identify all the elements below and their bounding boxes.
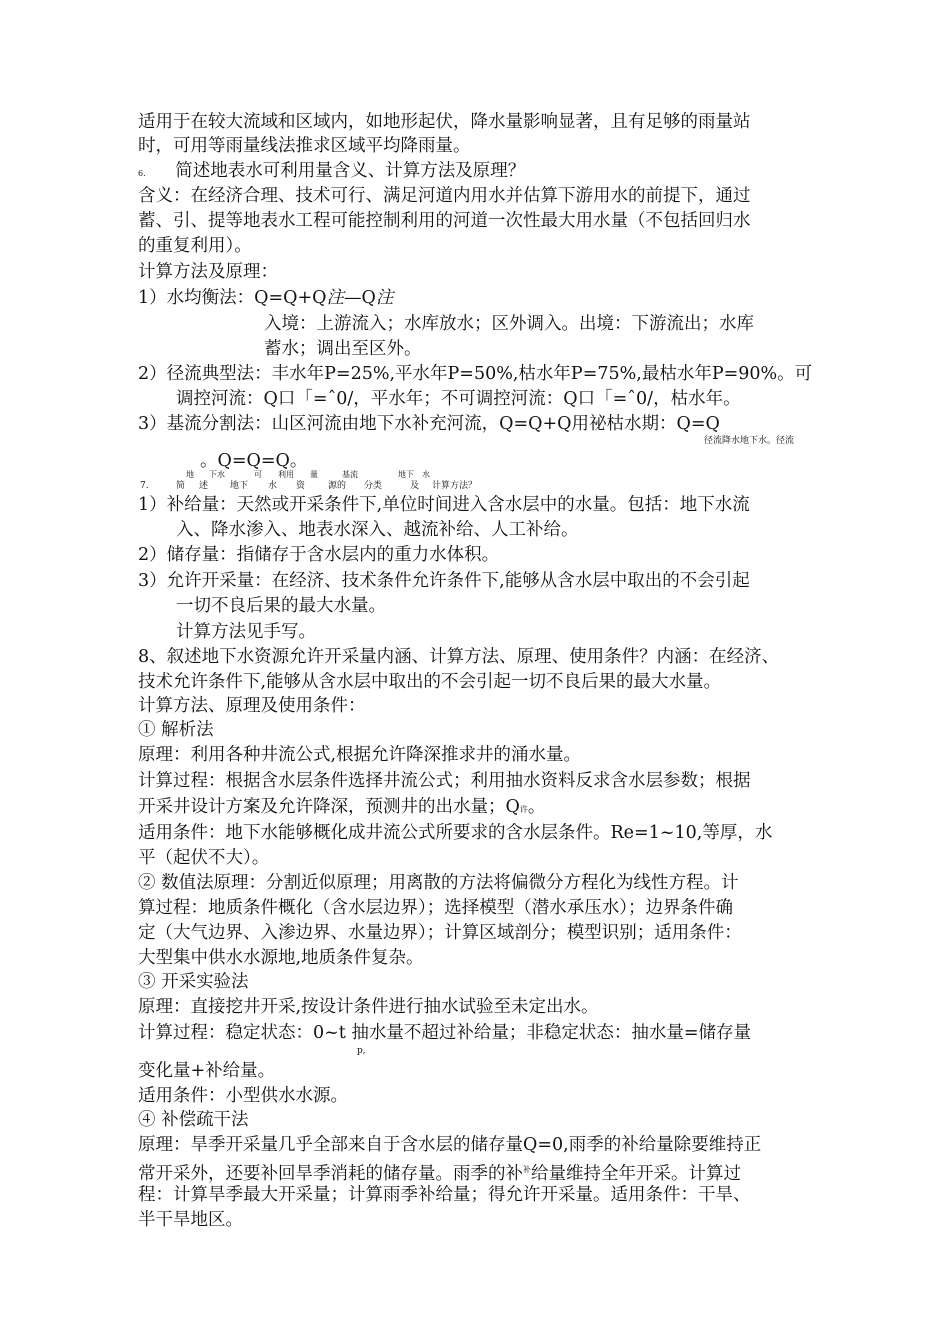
text-line: 的重复利用）。 (138, 236, 252, 256)
formula-text: 注 (326, 288, 345, 308)
text-line (138, 1158, 741, 1186)
text-line: 入、降水渗入、地表水深入、越流补给、人工补给。 (176, 520, 579, 540)
formula-text: —Q (344, 288, 376, 308)
heading-fragment: 源的 (328, 481, 347, 491)
question-text: 简述地表水可利用量含义、计算方法及原理？ (175, 161, 526, 181)
superscript-text: 可 (254, 470, 262, 479)
heading-fragment: 简 (176, 481, 186, 491)
superscript-text: 地下 (398, 470, 414, 479)
text-line: 计算方法、原理及使用条件： (138, 696, 366, 716)
superscript-text: 地 (186, 470, 194, 479)
text-fragment: 开采井设计方案及允许降深，预测井的出水量；Q (138, 797, 520, 817)
text-fragment: 给量维持全年开采。计算过 (531, 1164, 741, 1184)
text-line: 适用条件：地下水能够概化成井流公式所要求的含水层条件。Re=1~10,等厚，水 (138, 823, 773, 843)
text-line: 蓄、引、提等地表水工程可能控制利用的河道一次性最大用水量（不包括回归水 (138, 211, 751, 231)
heading-fragment: 地下 (230, 481, 249, 491)
formula-text: 注 (375, 288, 394, 308)
text-line: 平（起伏不大）。 (138, 848, 270, 868)
text-line: 3）基流分割法：山区河流由地下水补充河流，Q=Q+Q用祕枯水期：Q=Q (138, 414, 720, 434)
heading-fragment: 及 (410, 481, 420, 491)
question-number: 7. (140, 481, 149, 491)
text-line: 一切不良后果的最大水量。 (176, 596, 386, 616)
text-line: 程：计算旱季最大开采量；计算雨季补给量；得允许开采量。适用条件：干旱、 (138, 1185, 751, 1205)
text-line: 大型集中供水水源地,地质条件复杂。 (138, 948, 424, 968)
text-line: 入境：上游流入；水库放水；区外调入。出境：下游流出；水库 (264, 314, 754, 334)
text-line: 调控河流：Q口「=ˆ0/，平水年；不可调控河流：Q口「=ˆ0/，枯水年。 (176, 389, 741, 409)
superscript-text: 下水 (209, 470, 225, 479)
text-line: 定（大气边界、入渗边界、水量边界）；计算区域剖分；模型识别；适用条件： (138, 923, 742, 943)
question-8: 8、叙述地下水资源允许开采量内涵、计算方法、原理、使用条件？内涵：在经济、 (138, 647, 780, 667)
question-6 (138, 159, 525, 186)
text-line: 。Q=Q=Q。 (200, 451, 308, 471)
text-line: ② 数值法原理：分割近似原理；用离散的方法将偏微分方程化为线性方程。计 (138, 873, 739, 893)
text-line: 适用于在较大流域和区域内，如地形起伏，降水量影响显著，且有足够的雨量站 (138, 112, 751, 132)
text-line: 含义：在经济合理、技术可行、满足河道内用水并估算下游用水的前提下，通过 (138, 186, 751, 206)
subsection-heading: ④ 补偿疏干法 (138, 1110, 249, 1130)
text-line: 适用条件：小型供水水源。 (138, 1086, 348, 1106)
heading-fragment: 分类 (364, 481, 383, 491)
section-heading: 计算方法及原理： (138, 262, 278, 282)
text-fragment: 常开采外，还要补回旱季消耗的储存量。雨季的补 (138, 1164, 523, 1184)
text-line: 原理：利用各种井流公式,根据允许降深推求井的涌水量。 (138, 745, 582, 765)
heading-fragment: 述 (199, 481, 209, 491)
subscript-text: p, (357, 1046, 366, 1056)
text-line: 计算过程：根据含水层条件选择井流公式；利用抽水资料反求含水层参数；根据 (138, 771, 751, 791)
heading-fragment: 计算方法？ (432, 481, 478, 491)
heading-fragment: 资 (296, 481, 306, 491)
subsection-heading: ③ 开采实验法 (138, 972, 249, 992)
superscript-text: 利用 (278, 470, 294, 479)
text-line: 技术允许条件下,能够从含水层中取出的不会引起一切不良后果的最大水量。 (138, 672, 722, 692)
text-line: 计算方法见手写。 (176, 622, 316, 642)
subscript-text: 径流降水地下水。径流 (704, 436, 795, 446)
heading-fragment: 水 (268, 481, 278, 491)
text-line: 2）径流典型法：丰水年P=25%,平水年P=50%,枯水年P=75%,最枯水年P=90%。可 (138, 364, 813, 384)
text-line: 原理：直接挖井开采,按设计条件进行抽水试验至未定出水。 (138, 997, 599, 1017)
text-line: 时，可用等雨量线法推求区域平均降雨量。 (138, 136, 471, 156)
text-line: 1）补给量：天然或开采条件下,单位时间进入含水层中的水量。包括：地下水流 (138, 495, 750, 515)
superscript-text: 补 (523, 1165, 531, 1174)
question-number: 6. (138, 169, 146, 178)
superscript-text: 基流 (342, 470, 358, 479)
text-line: 2）储存量：指储存于含水层内的重力水体积。 (138, 545, 500, 565)
text-line: 半干旱地区。 (138, 1210, 243, 1230)
text-line (138, 795, 545, 822)
text-line: 算过程：地质条件概化（含水层边界）；选择模型（潜水承压水）；边界条件确 (138, 898, 733, 918)
text-line: 蓄水；调出至区外。 (264, 339, 422, 359)
text-line: 原理：旱季开采量几乎全部来自于含水层的储存量Q=0,雨季的补给量除要维持正 (138, 1135, 762, 1155)
text-line: 计算过程：稳定状态：0~t 抽水量不超过补给量；非稳定状态：抽水量=储存量 (138, 1023, 752, 1043)
text-line: 变化量+补给量。 (138, 1061, 276, 1081)
superscript-text: 量 (310, 470, 318, 479)
formula-text: 1）水均衡法：Q=Q+Q (138, 288, 327, 308)
subsection-heading: ① 解析法 (138, 720, 214, 740)
text-fragment: 。 (527, 797, 546, 817)
text-line: 3）允许开采量：在经济、技术条件允许条件下,能够从含水层中取出的不会引起 (138, 571, 750, 591)
superscript-text: 水 (422, 470, 430, 479)
subscript-text: 许 (519, 805, 528, 814)
method-water-balance (138, 286, 393, 310)
